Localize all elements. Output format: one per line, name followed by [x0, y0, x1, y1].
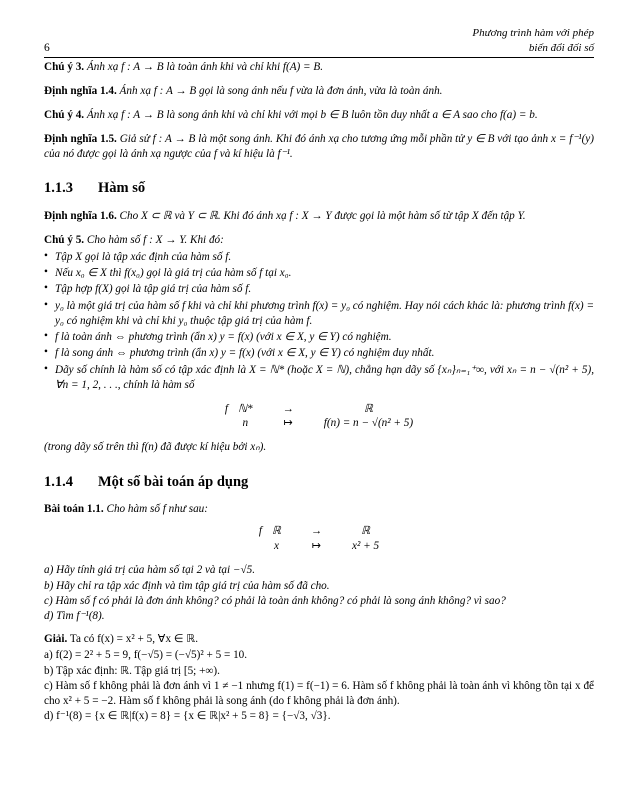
- definition-1-5-label: Định nghĩa 1.5.: [44, 132, 117, 145]
- note-4-label: Chú ý 4.: [44, 108, 85, 121]
- sequence-map-name: f: [224, 402, 229, 415]
- list-item: • f là toàn ánh ⇔ phương trình (ẩn x) y = f(x) (với x ∈ X, y ∈ Y) có nghiệm.: [44, 330, 594, 345]
- problem-map-element-in: x: [273, 540, 279, 553]
- problem-questions: [44, 563, 594, 624]
- note-3-label: Chú ý 3.: [44, 61, 85, 73]
- note-4-text: Ánh xạ f : A → B là song ánh khi và chỉ khi với mọi b ∈ B luôn tồn duy nhất a ∈ A sao cho f(a) = b.: [86, 108, 538, 121]
- sequence-map-arrow-bottom: ↦: [283, 417, 293, 430]
- list-item: b) Tập xác định: ℝ. Tập giá trị [5; +∞).: [44, 664, 220, 677]
- note-4-paragraph: [44, 108, 594, 123]
- list-item: c) Hàm số f không phải là đơn ánh vì 1 ≠ −1 nhưng f(1) = f(−1) = 6. Hàm số f không phải là toàn ánh vì không tồn tại x để cho x² + 5 = −2. Hàm số f không phải là song ánh (do f không phải là đơn ánh).: [44, 679, 594, 707]
- problem-map-name: f: [258, 525, 262, 538]
- list-item: • f là song ánh ⇔ phương trình (ẩn x) y = f(x) (với x ∈ X, y ∈ Y) có nghiệm duy nhất.: [44, 346, 594, 361]
- problem-map-codomain: ℝ: [361, 525, 371, 538]
- page-header: [44, 26, 594, 60]
- problem-1-1-label: Bài toán 1.1.: [44, 503, 104, 516]
- note-5-paragraph: [44, 233, 594, 248]
- note-3-paragraph: [44, 60, 594, 75]
- definition-1-4-label: Định nghĩa 1.4.: [44, 84, 117, 97]
- sequence-map-display: [44, 402, 594, 432]
- list-item: • y₀ là một giá trị của hàm số f khi và chỉ khi phương trình f(x) = y₀ có nghiệm. Hay nói cách khác là: phương trình f(x) = y₀ có nghiệm khi và chỉ khi y₀ thuộc tập giá trị của hàm f.: [44, 299, 594, 329]
- note-5-label: Chú ý 5.: [44, 233, 85, 246]
- section-heading-1-1-3: [44, 179, 594, 198]
- section-number-1-1-4: 1.1.4: [44, 474, 73, 491]
- section-title-1-1-4: Một số bài toán áp dụng: [98, 474, 249, 491]
- header-rule: [44, 57, 594, 58]
- running-head-line2: biến đổi đối số: [528, 41, 594, 54]
- list-item: a) f(2) = 2² + 5 = 9, f(−√5) = (−√5)² + 5 = 10.: [44, 649, 248, 662]
- list-item: d) Tìm f⁻¹(8).: [44, 610, 105, 623]
- note-5-bullet-list: [44, 250, 594, 393]
- definition-1-6-label: Định nghĩa 1.6.: [44, 209, 117, 222]
- list-item: • Tập hợp f(X) gọi là tập giá trị của hàm số f.: [44, 282, 594, 297]
- note-3-text: Ánh xạ f : A → B là toàn ánh khi và chỉ khi f(A) = B.: [86, 61, 324, 73]
- section-title-1-1-3: Hàm số: [98, 180, 146, 197]
- section-number-1-1-3: 1.1.3: [44, 180, 73, 197]
- list-item: • Dãy số chính là hàm số có tập xác định là X = ℕ* (hoặc X = ℕ), chẳng hạn dãy số {xₙ}ₙ₌₁⁺∞, với xₙ = n − √(n² + 5), ∀n = 1, 2, . . ., chính là hàm số: [44, 363, 594, 393]
- running-head: [44, 26, 594, 56]
- problem-map-element-out: x² + 5: [352, 540, 380, 553]
- definition-1-6-paragraph: [44, 209, 594, 224]
- list-item: c) Hàm số f có phải là đơn ánh không? có phải là toàn ánh không? có phải là song ánh không? vì sao?: [44, 594, 506, 607]
- problem-1-1-paragraph: [44, 502, 594, 517]
- page-number: 6: [44, 42, 50, 54]
- list-item: d) f⁻¹(8) = {x ∈ ℝ|f(x) = 8} = {x ∈ ℝ|x² + 5 = 8} = {−√3, √3}.: [44, 710, 331, 723]
- problem-1-1-text: Cho hàm số f như sau:: [106, 503, 208, 516]
- sequence-map-codomain: ℝ: [363, 402, 373, 415]
- list-item: b) Hãy chỉ ra tập xác định và tìm tập giá trị của hàm số đã cho.: [44, 579, 330, 592]
- sequence-closing-note: (trong dãy số trên thì f(n) đã được kí hiệu bởi xₙ).: [44, 441, 267, 454]
- problem-map-display: [44, 524, 594, 554]
- problem-map-arrow-top: →: [310, 525, 323, 538]
- solution-label: Giải.: [44, 633, 68, 646]
- definition-1-5-paragraph: [44, 132, 594, 162]
- definition-1-4-text: Ánh xạ f : A → B gọi là song ánh nếu f vừa là đơn ánh, vừa là toàn ánh.: [119, 84, 443, 97]
- list-item: a) Hãy tính giá trị của hàm số tại 2 và tại −√5.: [44, 564, 256, 577]
- problem-map-domain: ℝ: [271, 525, 281, 538]
- list-item: • Nếu x₀ ∈ X thì f(x₀) gọi là giá trị của hàm số f tại x₀.: [44, 266, 594, 281]
- section-heading-1-1-4: [44, 473, 594, 492]
- definition-1-6-text: Cho X ⊂ ℝ và Y ⊂ ℝ. Khi đó ánh xạ f : X → Y được gọi là một hàm số từ tập X đến tập Y.: [119, 209, 526, 222]
- list-item: • Tập X gọi là tập xác định của hàm số f.: [44, 250, 594, 265]
- solution-intro-paragraph: [44, 632, 594, 647]
- solution-items: [44, 648, 594, 724]
- sequence-map-domain: ℕ*: [238, 402, 253, 415]
- definition-1-5-text: Giả sử f : A → B là một song ánh. Khi đó ánh xạ cho tương ứng mỗi phần tử y ∈ B với tạo ảnh x = f⁻¹(y) của nó được gọi là ánh xạ ngược của f và kí hiệu là f⁻¹.: [44, 132, 594, 160]
- sequence-map-spacer: [221, 416, 234, 431]
- problem-map-arrow-bottom: ↦: [311, 540, 322, 553]
- note-5-text: Cho hàm số f : X → Y. Khi đó:: [86, 233, 224, 246]
- problem-map-spacer: [255, 539, 268, 554]
- solution-intro-text: Ta có f(x) = x² + 5, ∀x ∈ ℝ.: [69, 633, 199, 646]
- sequence-map-arrow-top: →: [282, 402, 294, 415]
- sequence-map-element-out: f(n) = n − √(n² + 5): [323, 417, 414, 430]
- definition-1-4-paragraph: [44, 84, 594, 99]
- sequence-map-element-in: n: [242, 417, 249, 430]
- running-head-line1: Phương trình hàm với phép: [472, 27, 594, 39]
